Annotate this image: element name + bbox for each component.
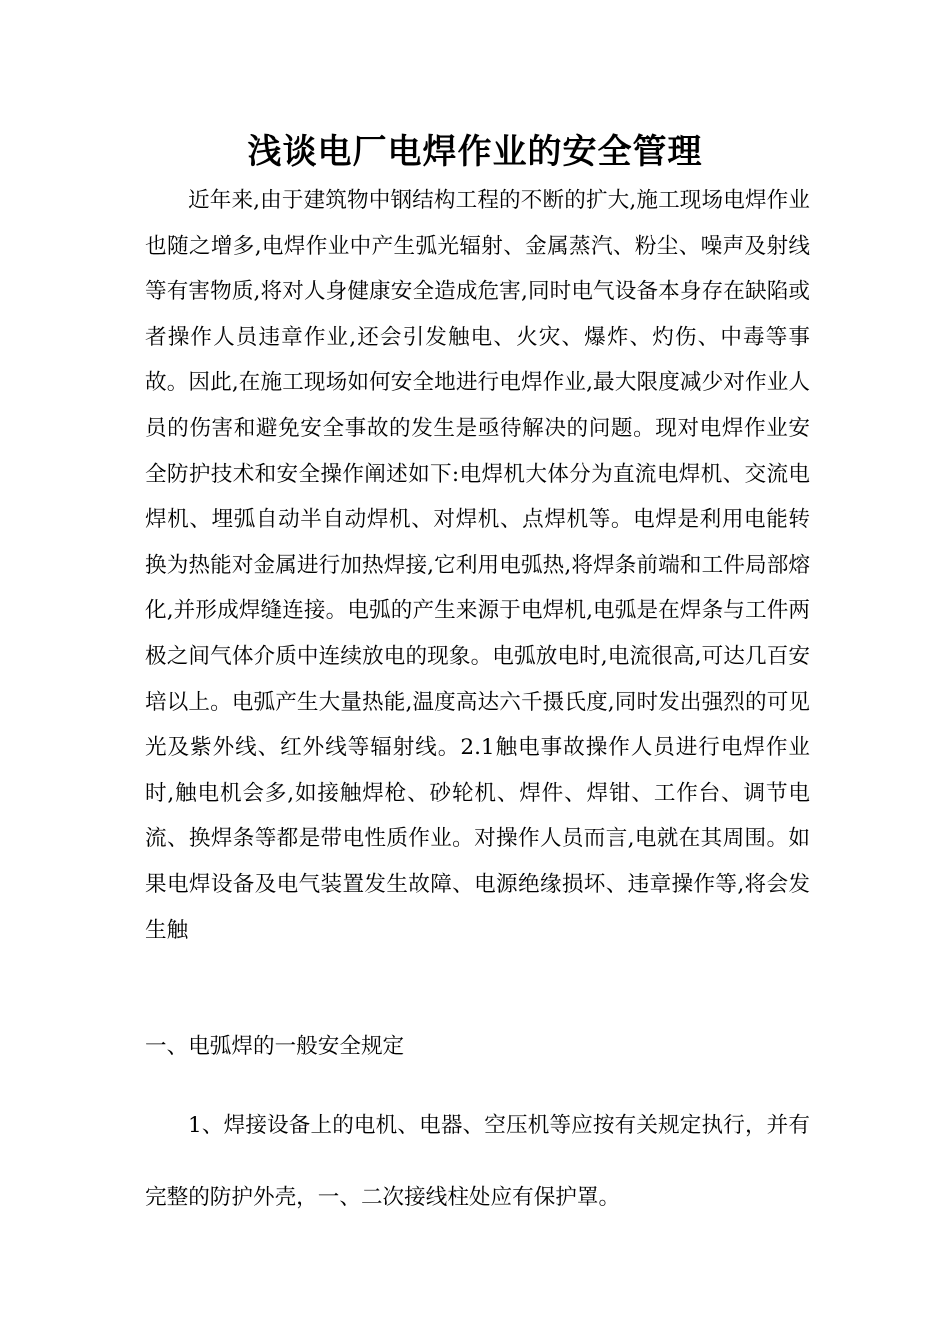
document-title: 浅谈电厂电焊作业的安全管理 [247,132,703,172]
intro-paragraph: 近年来,由于建筑物中钢结构工程的不断的扩大,施工现场电焊作业也随之增多,电焊作业中产生弧光辐射、金属蒸汽、粉尘、噪声及射线等有害物质,将对人身健康安全造成危害,同时电气设备本身存在缺陷或者操作人员违章作业,还会引发触电、火灾、爆炸、灼伤、中毒等事故。因此,在施工现场如何安全地进行电焊作业,最大限度减少对作业人员的伤害和避免安全事故的发生是亟待解决的问题。现对电焊作业安全防护技术和安全操作阐述如下:电焊机大体分为直流电焊机、交流电焊机、埋弧自动半自动焊机、对焊机、点焊机等。电焊是利用电能转换为热能对金属进行加热焊接,它利用电弧热,将焊条前端和工件局部熔化,并形成焊缝连接。电弧的产生来源于电焊机,电弧是在焊条与工件两极之间气体介质中连续放电的现象。电弧放电时,电流很高,可达几百安培以上。电弧产生大量热能,温度高达六千摄氏度,同时发出强烈的可见光及紫外线、红外线等辐射线。2.1触电事故操作人员进行电焊作业时,触电机会多,如接触焊枪、砂轮机、焊件、焊钳、工作台、调节电流、换焊条等都是带电性质作业。对操作人员而言,电就在其周围。如果电焊设备及电气装置发生故障、电源绝缘损坏、违章操作等,将会发生触 [145,188,810,943]
rule-paragraph-1: 1、焊接设备上的电机、电器、空压机等应按有关规定执行，并有完整的防护外壳，一、二次接线柱处应有保护罩。 [145,1113,810,1210]
section-heading: 一、电弧焊的一般安全规定 [145,1034,405,1059]
